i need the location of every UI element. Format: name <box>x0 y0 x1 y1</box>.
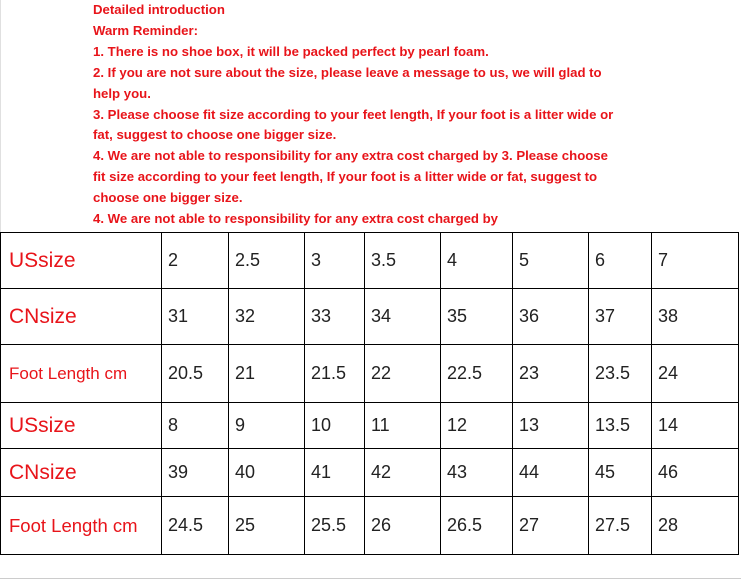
table-cell: 33 <box>305 289 365 345</box>
reminder-line: 2. If you are not sure about the size, please leave a message to us, we will glad to <box>93 64 602 80</box>
table-cell: 44 <box>513 449 589 497</box>
reminder-line: 4. We are not able to responsibility for any extra cost charged by <box>93 211 499 227</box>
table-cell: 24 <box>652 345 739 403</box>
table-row <box>1 449 739 497</box>
warm-reminder-heading: Warm Reminder: <box>93 22 199 38</box>
row-label-cnsize: CNsize <box>1 449 162 497</box>
table-cell: 5 <box>513 233 589 289</box>
table-cell: 23 <box>513 345 589 403</box>
table-cell: 25 <box>229 497 305 555</box>
table-cell: 7 <box>652 233 739 289</box>
reminder-line: help you. <box>93 85 151 101</box>
table-cell: 42 <box>365 449 441 497</box>
table-cell: 31 <box>162 289 229 345</box>
detailed-introduction <box>93 0 733 230</box>
table-row <box>1 345 739 403</box>
table-cell: 37 <box>589 289 652 345</box>
table-cell: 21 <box>229 345 305 403</box>
table-cell: 27.5 <box>589 497 652 555</box>
row-label-foot-length: Foot Length cm <box>1 497 162 555</box>
table-cell: 12 <box>441 403 513 449</box>
intro-title: Detailed introduction <box>93 2 225 17</box>
row-label-ussize: USsize <box>1 403 162 449</box>
table-cell: 20.5 <box>162 345 229 403</box>
table-cell: 34 <box>365 289 441 345</box>
table-row <box>1 497 739 555</box>
table-cell: 46 <box>652 449 739 497</box>
row-label-cnsize: CNsize <box>1 289 162 345</box>
table-row <box>1 403 739 449</box>
table-cell: 3 <box>305 233 365 289</box>
table-cell: 24.5 <box>162 497 229 555</box>
reminder-line: fit size according to your feet length, If your foot is a litter wide or fat, suggest to <box>93 169 598 185</box>
table-cell: 41 <box>305 449 365 497</box>
table-cell: 10 <box>305 403 365 449</box>
table-cell: 6 <box>589 233 652 289</box>
table-cell: 11 <box>365 403 441 449</box>
row-label-ussize: USsize <box>1 233 162 289</box>
table-cell: 13 <box>513 403 589 449</box>
reminder-line: choose one bigger size. <box>93 190 243 206</box>
table-cell: 28 <box>652 497 739 555</box>
table-cell: 8 <box>162 403 229 449</box>
table-cell: 43 <box>441 449 513 497</box>
table-cell: 26.5 <box>441 497 513 555</box>
table-cell: 2.5 <box>229 233 305 289</box>
reminder-line: 1. There is no shoe box, it will be packed perfect by pearl foam. <box>93 43 489 59</box>
table-cell: 45 <box>589 449 652 497</box>
table-cell: 23.5 <box>589 345 652 403</box>
table-cell: 13.5 <box>589 403 652 449</box>
size-chart-table <box>0 232 739 555</box>
table-cell: 26 <box>365 497 441 555</box>
table-cell: 21.5 <box>305 345 365 403</box>
table-cell: 4 <box>441 233 513 289</box>
table-cell: 14 <box>652 403 739 449</box>
table-row <box>1 233 739 289</box>
table-cell: 39 <box>162 449 229 497</box>
bottom-divider <box>0 578 741 579</box>
table-cell: 36 <box>513 289 589 345</box>
table-cell: 3.5 <box>365 233 441 289</box>
table-cell: 22.5 <box>441 345 513 403</box>
table-cell: 27 <box>513 497 589 555</box>
table-cell: 32 <box>229 289 305 345</box>
table-row <box>1 289 739 345</box>
table-cell: 25.5 <box>305 497 365 555</box>
table-cell: 22 <box>365 345 441 403</box>
reminder-line: fat, suggest to choose one bigger size. <box>93 127 337 143</box>
reminder-line: 4. We are not able to responsibility for any extra cost charged by 3. Please choose <box>93 148 608 164</box>
row-label-foot-length: Foot Length cm <box>1 345 162 403</box>
table-cell: 40 <box>229 449 305 497</box>
table-cell: 2 <box>162 233 229 289</box>
left-edge-divider <box>0 0 1 232</box>
table-cell: 9 <box>229 403 305 449</box>
table-cell: 35 <box>441 289 513 345</box>
table-cell: 38 <box>652 289 739 345</box>
reminder-line: 3. Please choose fit size according to your feet length, If your foot is a litter wide or <box>93 106 614 122</box>
